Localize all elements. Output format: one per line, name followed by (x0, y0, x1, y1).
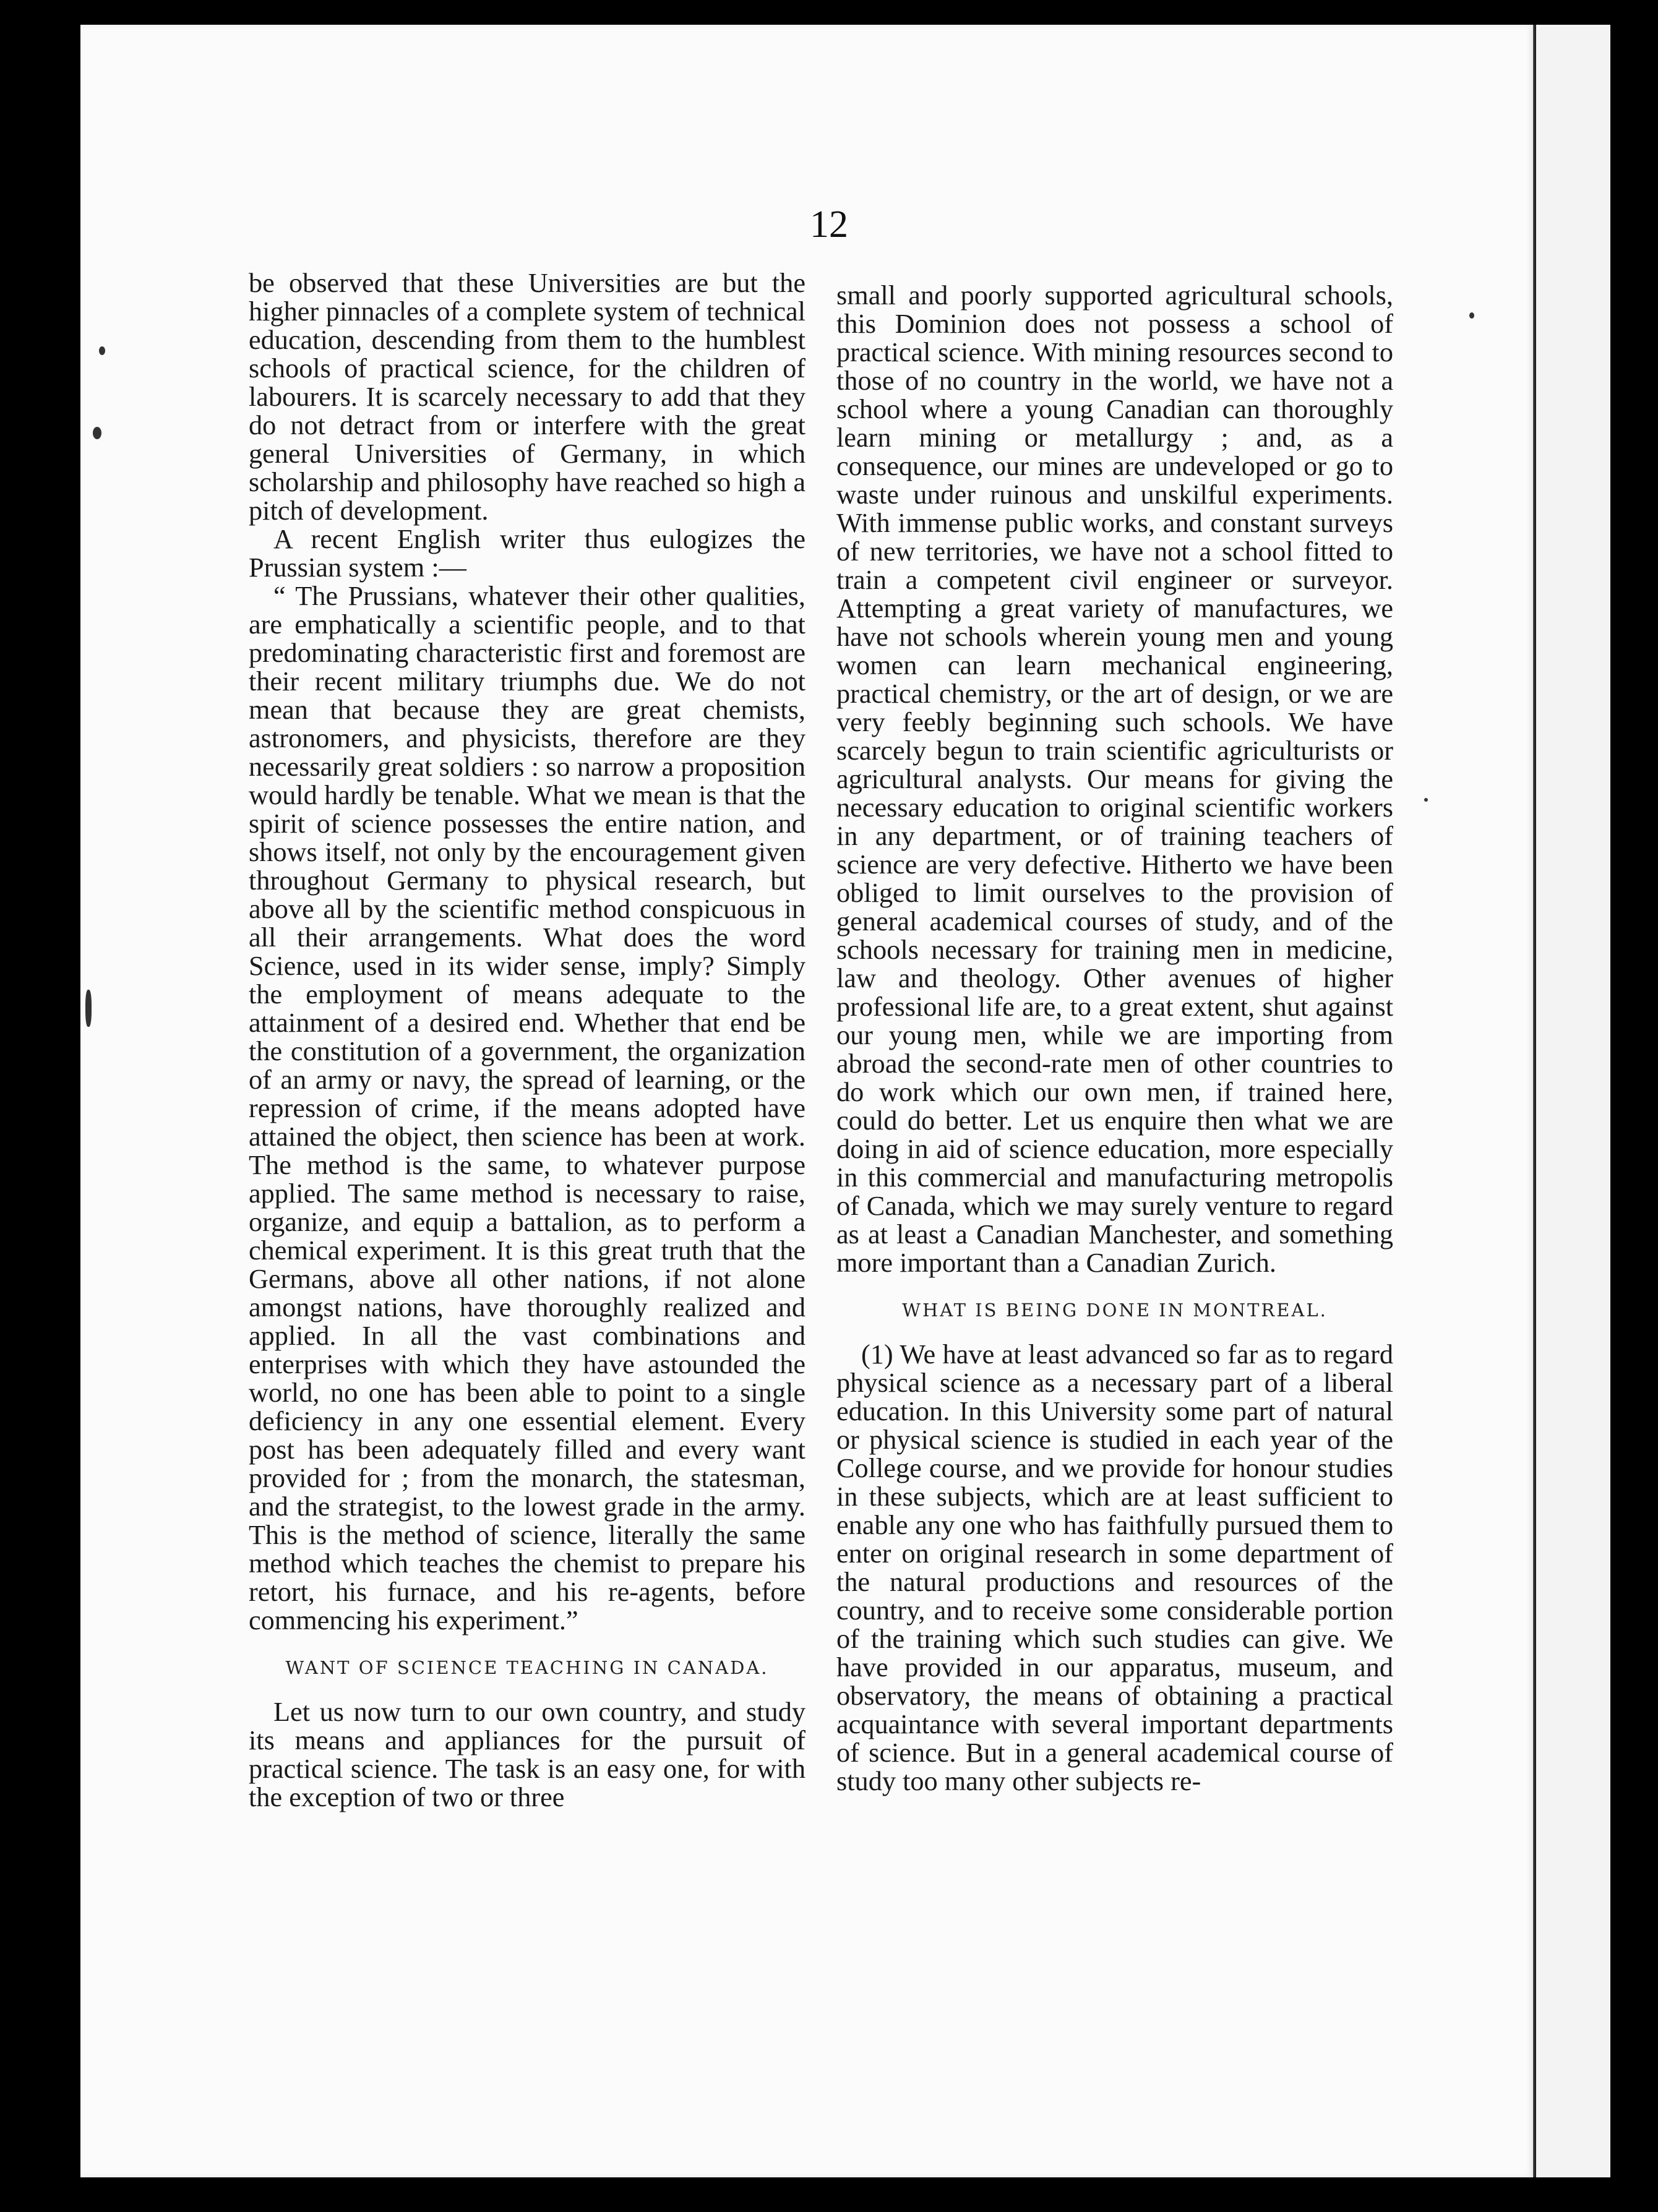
section-heading-montreal: WHAT IS BEING DONE IN MONTREAL. (902, 1300, 1328, 1321)
scan-speck (1424, 798, 1428, 802)
left-column (249, 269, 805, 1812)
right-column (836, 281, 1393, 1796)
scan-speck (85, 990, 92, 1027)
scan-speck (99, 346, 105, 355)
right-paragraph-1: small and poorly supported agricultural schools, this Dominion does not possess a school of practical science. With mining resources second to those of no country in the world, we have not a school where a young Canadian can thoroughly learn mining or metallurgy ; and, as a consequence, our mines are undeveloped or go to waste under ruinous and unskilful experiments. With immense public works, and constant surveys of new territories, we have not a school fitted to train a competent civil engineer or surveyor. Attempting a great variety of manufactures, we have not schools wherein young men and young women can learn mechanical engineering, practical chemistry, or the art of design, or we are very feebly beginning such schools. We have scarcely begun to train scientific agriculturists or agricultural analysts. Our means for giving the necessary education to original scientific workers in any department, or of training teachers of science are very defective. Hitherto we have been obliged to limit ourselves to the provision of general academical courses of study, and of the schools necessary for training men in medicine, law and theology. Other avenues of higher professional life are, to a great extent, shut against our young men, while we are importing from abroad the second-rate men of other countries to do work which our own men, if trained here, could do better. Let us enquire then what we are doing in aid of science education, more especially in this commercial and manufacturing metropolis of Canada, which we may surely venture to regard as at least a Canadian Manchester, and something more important than a Canadian Zurich. (836, 280, 1393, 1278)
left-paragraph-1: be observed that these Universities are but the higher pinnacles of a complete system of technical education, descending from them to the humblest schools of practical science, for the children of labourers. It is scarcely necessary to add that they do not detract from or interfere with the great general Universities of Germany, in which scholarship and philosophy have reached so high a pitch of development. (249, 268, 805, 526)
scan-speck (93, 427, 101, 439)
left-paragraph-3: Let us now turn to our own country, and study its means and appliances for the pursuit of practical science. The task is an easy one, for with the exception of two or three (249, 1697, 805, 1812)
quotation-paragraph: “ The Prussians, whatever their other qualities, are emphatically a scientific people, and to that predominating characteristic first and foremost are their recent military triumphs due. We do not mean that because they are great chemists, astronomers, and physicists, therefore are they necessarily great soldiers : so narrow a proposition would hardly be tenable. What we mean is that the spirit of science possesses the entire nation, and shows itself, not only by the encouragement given throughout Germany to physical research, but above all by the scientific method conspicuous in all their arrangements. What does the word Science, used in its wider sense, imply? Simply the employment of means adequate to the attainment of a desired end. Whether that end be the constitution of a government, the organization of an army or navy, the spread of learning, or the repression of crime, if the means adopted have attained the object, then science has been at work. The method is the same, to whatever purpose applied. The same method is necessary to raise, organize, and equip a battalion, as to perform a chemical experiment. It is this great truth that the Germans, above all other nations, if not alone amongst nations, have thoroughly realized and applied. In all the vast combinations and enterprises with which they have astounded the world, no one has been able to point to a single deficiency in any one essential element. Every post has been adequately filled and every want provided for ; from the monarch, the statesman, and the strategist, to the lowest grade in the army. This is the method of science, literally the same method which teaches the chemist to prepare his retort, his furnace, and his re-agents, before commencing his experiment.” (249, 581, 805, 1635)
section-heading-want-of-science: WANT OF SCIENCE TEACHING IN CANADA. (285, 1657, 769, 1678)
left-paragraph-2: A recent English writer thus eulogizes the Prussian system :— (249, 524, 805, 583)
page-number: 12 (810, 204, 848, 246)
adjacent-page-edge (1534, 25, 1610, 2177)
right-paragraph-2: (1) We have at least advanced so far as to regard physical science as a necessary part of a liberal education. In this University some part of natural or physical science is studied in each year of the College course, and we provide for honour studies in these subjects, which are at least sufficient to enable any one who has faithfully pursued them to enter on original research in some department of the natural productions and resources of the country, and to receive some considerable portion of the training which such studies can give. We have provided in our apparatus, museum, and observatory, the means of obtaining a practical acquaintance with several important departments of science. But in a general academical course of study too many other subjects re- (836, 1339, 1393, 1796)
scan-speck (1469, 312, 1474, 319)
